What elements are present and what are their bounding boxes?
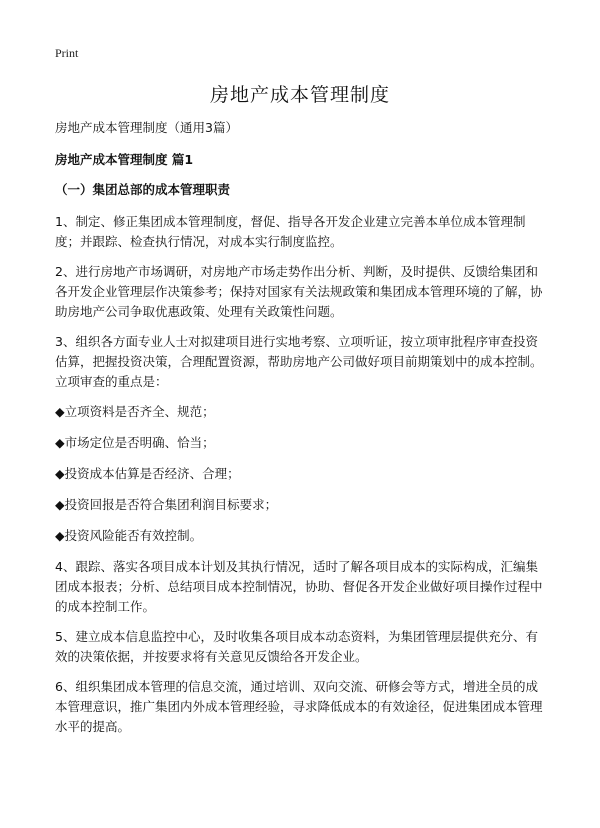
paragraph-1: 1、制定、修正集团成本管理制度，督促、指导各开发企业建立完善本单位成本管理制度；并跟踪、检查执行情况，对成本实行制度监控。	[55, 214, 526, 249]
document-title: 房地产成本管理制度	[209, 84, 390, 106]
paragraph-6: 6、组织集团成本管理的信息交流，通过培训、双向交流、研修会等方式，增进全员的成本管理意识，推广集团内外成本管理经验，寻求降低成本的有效途径，促进集团成本管理水平的提高。	[55, 679, 543, 734]
bullet-item: ◆投资成本估算是否经济、合理；	[55, 466, 240, 481]
bullet-item: ◆投资风险能否有效控制。	[55, 528, 203, 543]
document-body	[55, 118, 550, 747]
print-label: Print	[55, 46, 79, 60]
document-subtitle: 房地产成本管理制度（通用3篇）	[55, 120, 238, 135]
bullet-item: ◆投资回报是否符合集团利润目标要求；	[55, 497, 278, 512]
bullet-item: ◆立项资料是否齐全、规范；	[55, 404, 215, 419]
paragraph-3: 3、组织各方面专业人士对拟建项目进行实地考察、立项听证，按立项审批程序审查投资估算，把握投资决策，合理配置资源，帮助房地产公司做好项目前期策划中的成本控制。立项审查的重点是：	[55, 334, 543, 389]
subsection-heading: （一）集团总部的成本管理职责	[55, 182, 231, 197]
section-heading: 房地产成本管理制度 篇1	[55, 152, 194, 167]
paragraph-5: 5、建立成本信息监控中心，及时收集各项目成本动态资料，为集团管理层提供充分、有效的决策依据，并按要求将有关意见反馈给各开发企业。	[55, 629, 538, 664]
bullet-item: ◆市场定位是否明确、恰当；	[55, 435, 215, 450]
paragraph-4: 4、跟踪、落实各项目成本计划及其执行情况，适时了解各项目成本的实际构成，汇编集团成本报表；分析、总结项目成本控制情况，协助、督促各开发企业做好项目操作过程中的成本控制工作。	[55, 559, 543, 614]
paragraph-2: 2、进行房地产市场调研，对房地产市场走势作出分析、判断，及时提供、反馈给集团和各开发企业管理层作决策参考；保持对国家有关法规政策和集团成本管理环境的了解，协助房地产公司争取优惠政策、处理有关政策性问题。	[55, 264, 543, 319]
